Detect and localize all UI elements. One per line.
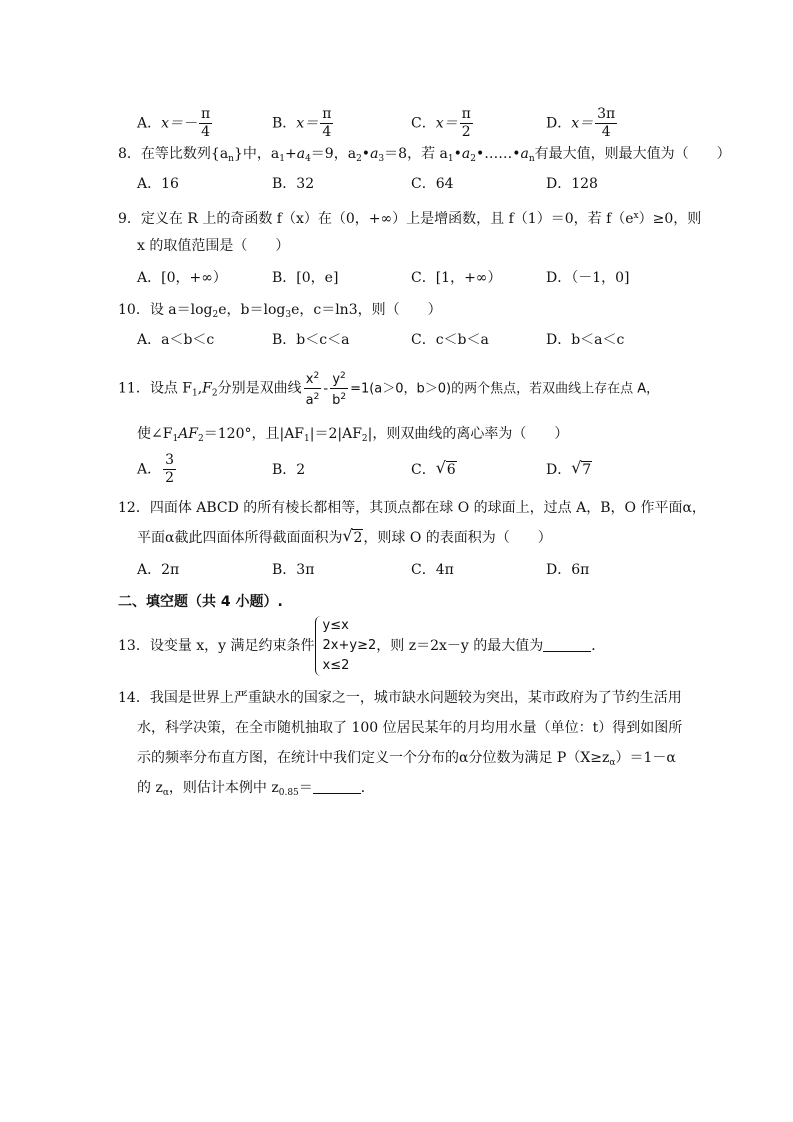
q11-stem-line2: 使$\angle F_1AF_2=120^\circ$，且$|AF_1|=2|AF_2|$，则双曲线的离心率为（ ）: [137, 426, 569, 444]
q10-option-a: A．a＜b＜c: [137, 332, 215, 348]
q12-option-c: C．4π: [411, 562, 454, 578]
constraint-system: y≤x 2x+y≥2 x≤2: [315, 616, 377, 676]
q12-stem-line2: 平面α截此四面体所得截面面积为 √ 2，则球 O 的表面积为（ ）: [137, 526, 552, 546]
q9-stem-line2: x 的取值范围是（ ）: [137, 238, 290, 254]
q10-stem: 10．设 $a=\log_2e$，$b=\log_3e$，c＝ln3，则（ ）: [118, 302, 442, 320]
q7-option-c: C．x＝ $\frac{\pi}{2}$: [411, 106, 471, 140]
q14-stem-line2: 水，科学决策，在全市随机抽取了 100 位居民某年的月均用水量（单位：t）得到如图所: [137, 720, 683, 736]
answer-blank-q14[interactable]: [313, 779, 361, 794]
q10-option-d: D．b＜a＜c: [546, 332, 625, 348]
q13-stem: 13．设变量 x，y 满足约束条件 y≤x 2x+y≥2 x≤2 ，则 z＝2x－y 的最大值为 ．: [118, 616, 605, 676]
section-heading: 二、填空题（共 4 小题）.: [118, 594, 283, 610]
q11-option-c: C． √ 6: [411, 458, 456, 478]
q8-option-a: A．16: [137, 176, 179, 192]
q8-option-d: D．128: [546, 176, 598, 192]
q9-option-d: D．（－1，0]: [546, 270, 630, 286]
answer-blank[interactable]: [543, 637, 591, 652]
q8-stem: 8．在等比数列$\{a_n\}$中，$a_1+a_4=9$，$a_2•a_3=8$，若 $a_1•a_2•\dots\dots•a_n$有最大值，则最大值为（ ）: [118, 146, 731, 164]
q9-option-a: A．[0，+∞）: [137, 270, 227, 286]
q11-option-b: B．2: [272, 462, 306, 478]
q8-option-b: B．32: [272, 176, 315, 192]
q14-stem-line3: 示的频率分布直方图，在统计中我们定义一个分布的α分位数为满足 $P(X\ge z_\alpha)=1-\alpha$: [137, 750, 676, 768]
q10-option-b: B．b＜c＜a: [272, 332, 350, 348]
q7-option-a: A．x＝－ $\frac{\pi}{4}$: [137, 106, 211, 140]
q11-option-a: A． $\frac{3}{2}$: [137, 452, 175, 486]
q9-option-c: C．[1，+∞）: [411, 270, 502, 286]
q12-option-b: B．3π: [272, 562, 315, 578]
q14-stem-line1: 14．我国是世界上严重缺水的国家之一，城市缺水问题较为突出，某市政府为了节约生活用: [118, 690, 682, 706]
q7-option-b: B．x＝ $\frac{\pi}{4}$: [272, 106, 332, 140]
q9-stem-line1: 9．定义在 R 上的奇函数 f（x）在（0，+∞）上是增函数，且 f（1）＝0，若 $f(e^x)\ge 0$，则: [118, 211, 702, 227]
q7-option-d: D．x＝ $\frac{3\pi}{4}$: [546, 106, 616, 140]
q8-option-c: C．64: [411, 176, 454, 192]
q14-stem-line4: 的 $z_\alpha$，则估计本例中 $z_{0.85}=$ ．: [137, 780, 375, 798]
q12-option-a: A．2π: [137, 562, 180, 578]
q11-stem-line1: 11．设点 $F_1,F_2$分别是双曲线 $\frac{x^2}{a^2}$ - $\frac{y^2}{b^2}$ =1(a＞0，b＞0)的两个焦点，若双曲线上存在点 A，: [118, 368, 659, 409]
q12-option-d: D．6π: [546, 562, 590, 578]
q11-option-d: D． √ 7: [546, 458, 592, 478]
q12-stem-line1: 12．四面体 ABCD 的所有棱长都相等，其顶点都在球 O 的球面上，过点 A，B，O 作平面α，: [118, 500, 706, 516]
q10-option-c: C．c＜b＜a: [411, 332, 489, 348]
q9-option-b: B．[0，e]: [272, 270, 339, 286]
